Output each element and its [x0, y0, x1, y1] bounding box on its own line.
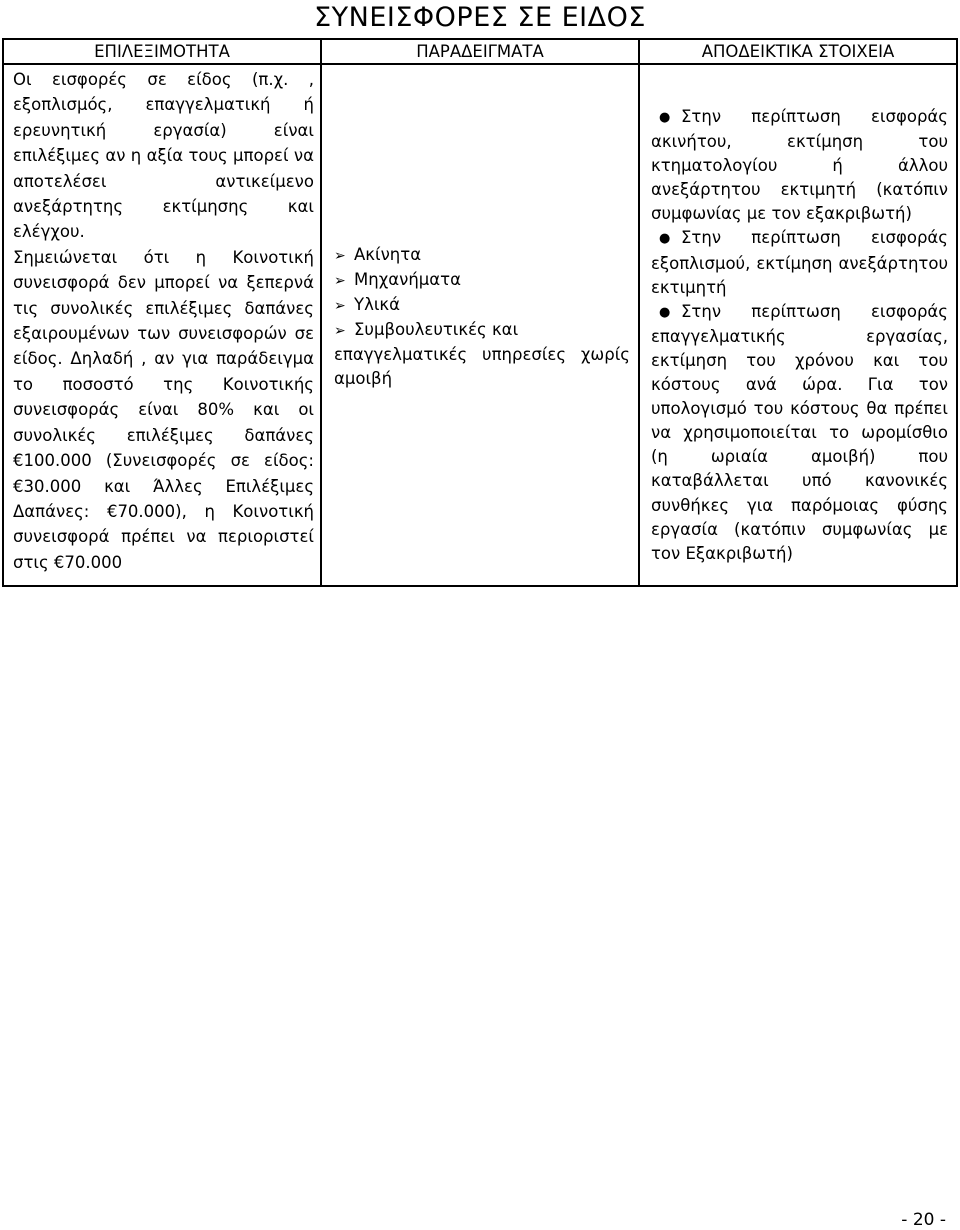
- list-item: ➢ Υλικά: [334, 293, 630, 318]
- eligibility-cell: [3, 64, 321, 586]
- header-eligibility: ΕΠΙΛΕΞΙΜΟΤΗΤΑ: [3, 39, 321, 64]
- examples-continuation: επαγγελματικές υπηρεσίες χωρίς αμοιβή: [334, 345, 630, 388]
- eligibility-note-paragraph: Σημειώνεται ότι η Κοινοτική συνεισφορά δεν μπορεί να ξεπερνά τις συνολικές επιλέξιμες δαπάνες εξαιρουμένων των συνεισφορών σε είδος. Δηλαδή , αν για παράδειγμα το ποσοστό της Κοινοτικής συνεισφοράς είναι 80% και οι συνολικές επιλέξιμες δαπάνες €100.000 (Συνεισφορές σε είδος: €30.000 και Άλλες Επιλέξιμες Δαπάνες: €70.000), η Κοινοτική συνεισφορά πρέπει να περιοριστεί στις €70.000: [13, 247, 314, 572]
- page-title: ΣΥΝΕΙΣΦΟΡΕΣ ΣΕ ΕΙΔΟΣ: [314, 2, 646, 33]
- evidence-list: [651, 105, 948, 566]
- bullet-icon: ●: [659, 304, 671, 320]
- list-item: ➢ Ακίνητα: [334, 243, 630, 268]
- arrow-bullet-icon: ➢: [334, 248, 346, 264]
- list-item: ● Στην περίπτωση εισφοράς εξοπλισμού, εκτίμηση ανεξάρτητου εκτιμητή: [651, 228, 948, 297]
- header-evidence: ΑΠΟΔΕΙΚΤΙΚΑ ΣΤΟΙΧΕΙΑ: [639, 39, 957, 64]
- list-item: ● Στην περίπτωση εισφοράς επαγγελματικής εργασίας, εκτίμηση του χρόνου και του κόστους ανά ώρα. Για τον υπολογισμό του κόστους θα πρέπει να χρησιμοποιείται το ωρομίσθιο (η ωριαία αμοιβή) που καταβάλλεται υπό κανονικές συνθήκες για παρόμοιας φύσης εργασία (κατόπιν συμφωνίας με τον Εξακριβωτή): [651, 301, 948, 563]
- table-row: [3, 64, 957, 586]
- examples-cell: [321, 64, 639, 586]
- list-item: ➢ Συμβουλευτικές και: [334, 318, 630, 343]
- list-item: ➢ Μηχανήματα: [334, 268, 630, 293]
- arrow-bullet-icon: ➢: [334, 298, 346, 314]
- table-header-row: [3, 39, 957, 64]
- examples-list: [334, 243, 630, 343]
- bullet-icon: ●: [659, 231, 671, 247]
- arrow-bullet-icon: ➢: [334, 273, 346, 289]
- list-item: ● Στην περίπτωση εισφοράς ακινήτου, εκτίμηση του κτηματολογίου ή άλλου ανεξάρτητου εκτιμητή (κατόπιν συμφωνίας με τον εξακριβωτή): [651, 107, 948, 224]
- bullet-icon: ●: [659, 110, 671, 125]
- arrow-bullet-icon: ➢: [334, 323, 346, 339]
- page-number: - 20 -: [901, 1210, 946, 1230]
- eligibility-paragraph: Οι εισφορές σε είδος (π.χ. , εξοπλισμός, επαγγελματική ή ερευνητική εργασία) είναι επιλέξιμες αν η αξία τους μπορεί να αποτελέσει αντικείμενο ανεξάρτητης εκτίμησης και ελέγχου.: [13, 70, 314, 242]
- header-examples: ΠΑΡΑΔΕΙΓΜΑΤΑ: [321, 39, 639, 64]
- evidence-cell: [639, 64, 957, 586]
- contributions-table: [2, 38, 958, 587]
